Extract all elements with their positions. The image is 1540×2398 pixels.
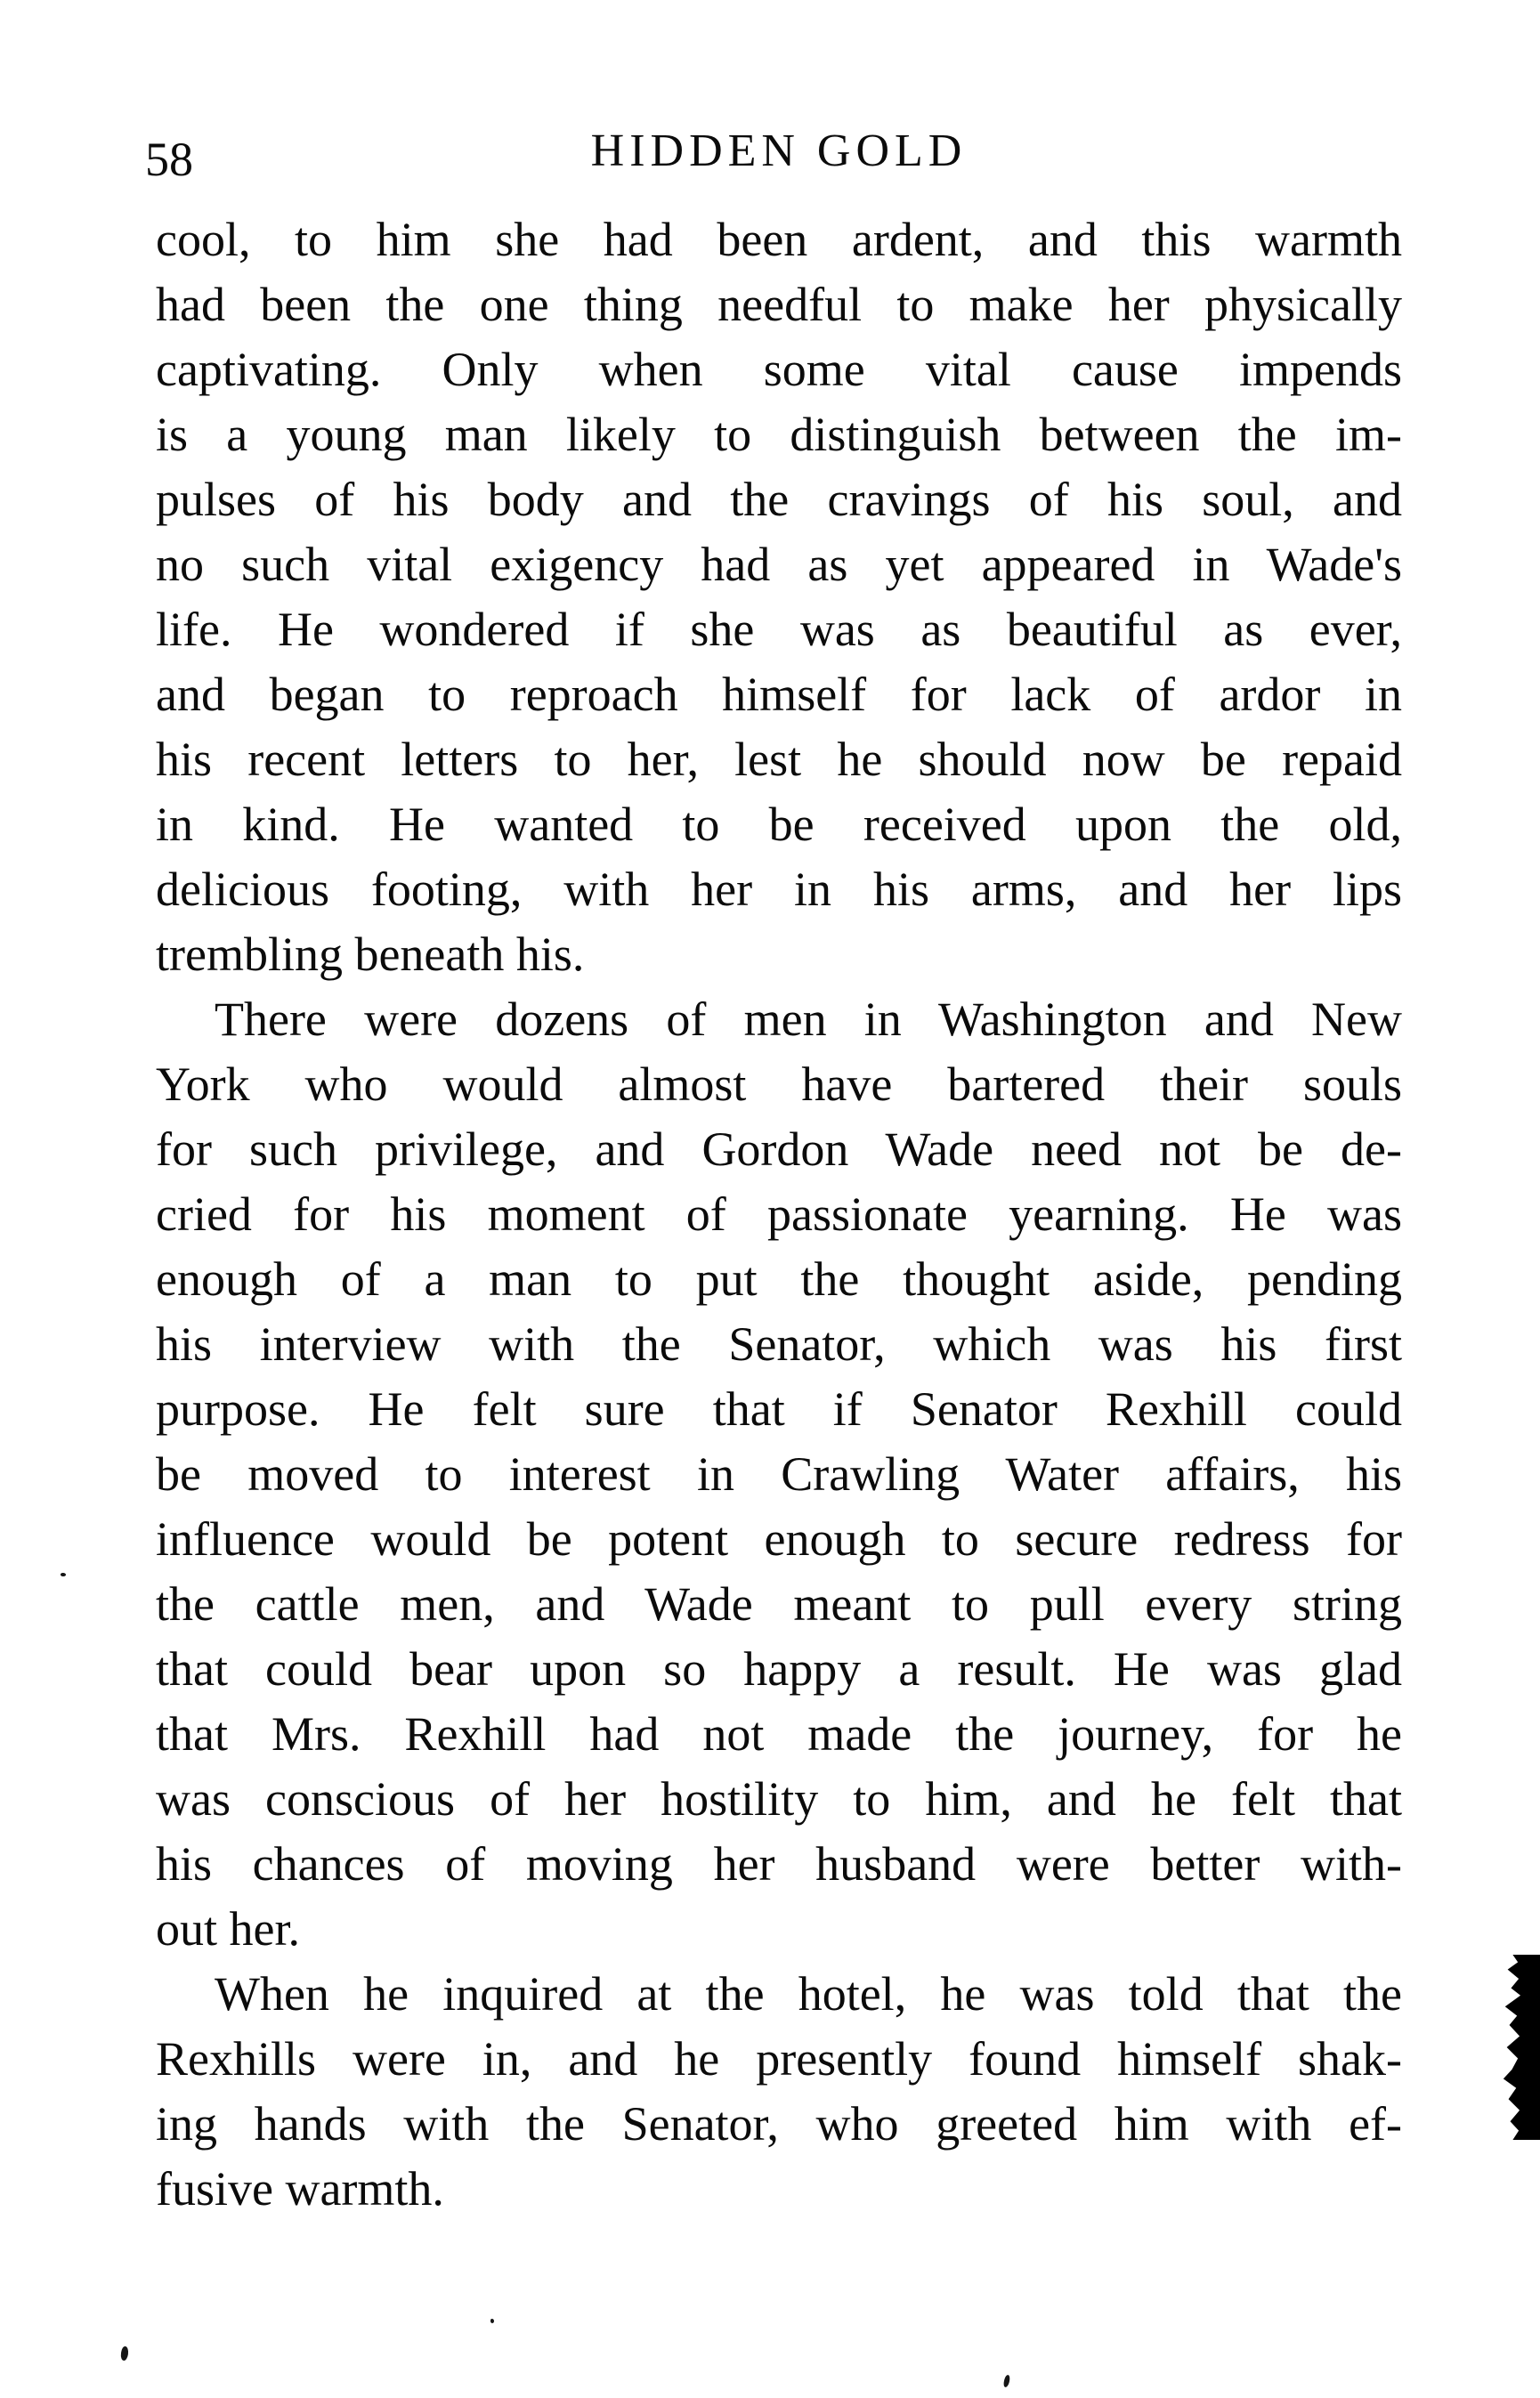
- paragraph-3: [156, 1962, 1402, 2222]
- text-line: life. He wondered if she was as beautiful as ever,: [156, 603, 1402, 656]
- text-line: cried for his moment of passionate yearning. He was: [156, 1187, 1402, 1241]
- text-line: delicious footing, with her in his arms, and her lips: [156, 863, 1402, 916]
- text-line: had been the one thing needful to make her physically: [156, 278, 1402, 331]
- text-line: influence would be potent enough to secure redress for: [156, 1512, 1402, 1566]
- page-number: 58: [145, 133, 193, 186]
- text-line: for such privilege, and Gordon Wade need not be de-: [156, 1122, 1402, 1176]
- running-title: HIDDEN GOLD: [590, 126, 968, 176]
- ink-speck-artifact: [490, 2319, 494, 2323]
- text-line: pulses of his body and the cravings of his soul, and: [156, 473, 1402, 526]
- text-line: the cattle men, and Wade meant to pull every string: [156, 1577, 1402, 1631]
- text-line: in kind. He wanted to be received upon the old,: [156, 798, 1402, 851]
- text-line: no such vital exigency had as yet appeared in Wade's: [156, 538, 1402, 591]
- text-line: and began to reproach himself for lack of ardor in: [156, 668, 1402, 721]
- text-line: his recent letters to her, lest he should now be repaid: [156, 733, 1402, 786]
- text-line: ing hands with the Senator, who greeted him with ef-: [156, 2097, 1402, 2151]
- text-line: trembling beneath his.: [156, 928, 585, 981]
- text-line: Rexhills were in, and he presently found himself shak-: [156, 2032, 1402, 2086]
- text-line: his interview with the Senator, which was his first: [156, 1317, 1402, 1371]
- text-line: out her.: [156, 1902, 300, 1956]
- page-text-block: [156, 207, 1402, 2222]
- text-line: There were dozens of men in Washington and New: [215, 992, 1402, 1046]
- ink-speck-artifact: [1002, 2374, 1010, 2387]
- paragraph-2: [156, 987, 1402, 1962]
- text-line: that could bear upon so happy a result. He was glad: [156, 1642, 1402, 1696]
- text-line: York who would almost have bartered their souls: [156, 1057, 1402, 1111]
- text-line: cool, to him she had been ardent, and this warmth: [156, 213, 1402, 266]
- text-line: fusive warmth.: [156, 2162, 444, 2216]
- text-line: be moved to interest in Crawling Water affairs, his: [156, 1447, 1402, 1501]
- paragraph-continuation: [156, 207, 1402, 987]
- page-header: [145, 125, 1402, 187]
- text-line: that Mrs. Rexhill had not made the journey, for he: [156, 1707, 1402, 1761]
- ink-speck-artifact: [61, 1573, 66, 1576]
- text-line: When he inquired at the hotel, he was told that the: [215, 1967, 1402, 2021]
- text-line: was conscious of her hostility to him, and he felt that: [156, 1772, 1402, 1826]
- text-line: purpose. He felt sure that if Senator Rexhill could: [156, 1382, 1402, 1436]
- text-line: captivating. Only when some vital cause impends: [156, 343, 1402, 396]
- ink-speck-artifact: [120, 2346, 129, 2362]
- ink-smudge-artifact: [1500, 1955, 1540, 2140]
- text-line: is a young man likely to distinguish between the im-: [156, 408, 1402, 461]
- text-line: his chances of moving her husband were better with-: [156, 1837, 1402, 1891]
- text-line: enough of a man to put the thought aside, pending: [156, 1252, 1402, 1306]
